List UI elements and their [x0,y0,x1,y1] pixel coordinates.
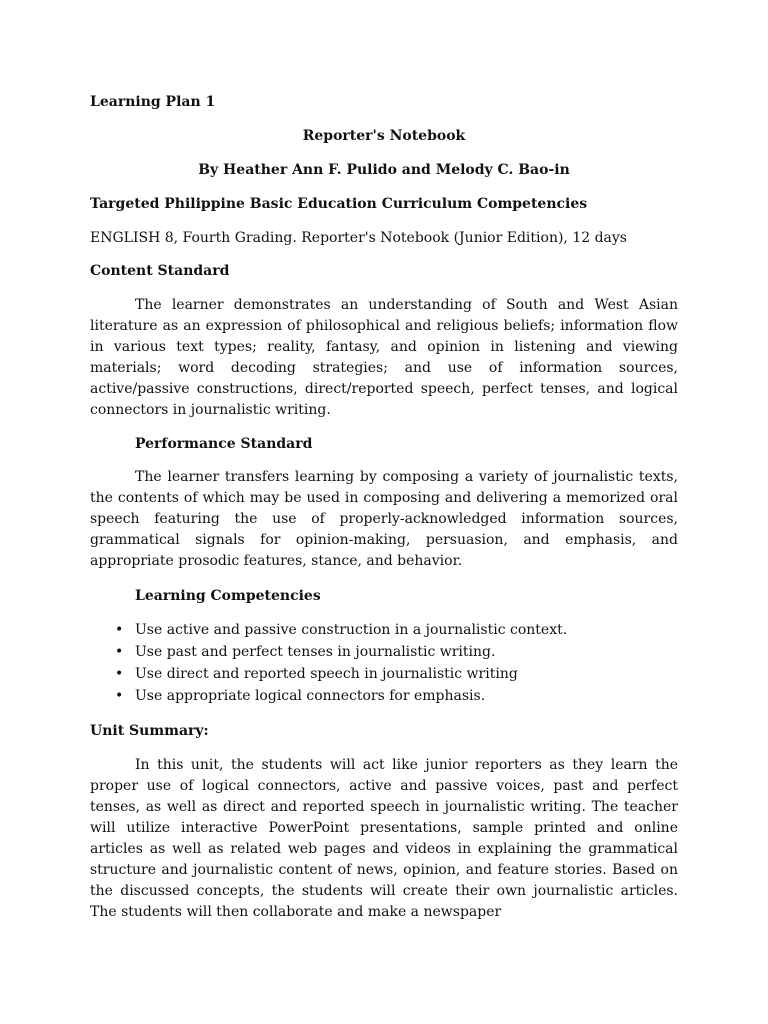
performance-standard-heading: Performance Standard [135,436,313,452]
course-line: ENGLISH 8, Fourth Grading. Reporter's Notebook (Junior Edition), 12 days [90,230,627,246]
list-item: • Use direct and reported speech in journalistic writing [90,663,678,685]
bullet-icon: • [115,644,124,660]
bullet-icon: • [115,688,124,704]
targeted-competencies-heading: Targeted Philippine Basic Education Curriculum Competencies [90,196,588,212]
document-title: Reporter's Notebook [302,128,466,144]
content-standard-heading: Content Standard [90,263,230,279]
bullet-icon: • [115,622,124,638]
competencies-list [90,619,678,707]
performance-standard-text: The learner transfers learning by composing a variety of journalistic texts, the contents of which may be used in composing and delivering a memorized oral speech featuring the use of properly-acknowledged information sources, grammatical signals for opinion-making, persuasion, and emphasis, and appropriate prosodic features, stance, and behavior. [90,469,678,569]
learning-competencies-heading: Learning Competencies [135,588,321,604]
unit-summary-heading: Unit Summary: [90,723,209,739]
unit-summary-text: In this unit, the students will act like junior reporters as they learn the proper use of logical connectors, active and passive voices, past and perfect tenses, as well as direct and reported speech in journalistic writing. The teacher will utilize interactive PowerPoint presentations, sample printed and online articles as well as related web pages and videos in explaining the grammatical structure and journalistic content of news, opinion, and feature stories. Based on the discussed concepts, the students will create their own journalistic articles. The students will then collaborate and make a newspaper [90,757,678,920]
bullet-icon: • [115,666,124,682]
list-item: • Use active and passive construction in a journalistic context. [90,619,678,641]
list-item: • Use appropriate logical connectors for emphasis. [90,685,678,707]
authors-line: By Heather Ann F. Pulido and Melody C. Bao-in [198,162,570,178]
list-item: • Use past and perfect tenses in journalistic writing. [90,641,678,663]
content-standard-text: The learner demonstrates an understanding of South and West Asian literature as an expression of philosophical and religious beliefs; information flow in various text types; reality, fantasy, and opinion in listening and viewing materials; word decoding strategies; and use of information sources, active/passive constructions, direct/reported speech, perfect tenses, and logical connectors in journalistic writing. [90,297,678,418]
plan-label: Learning Plan 1 [90,94,216,110]
